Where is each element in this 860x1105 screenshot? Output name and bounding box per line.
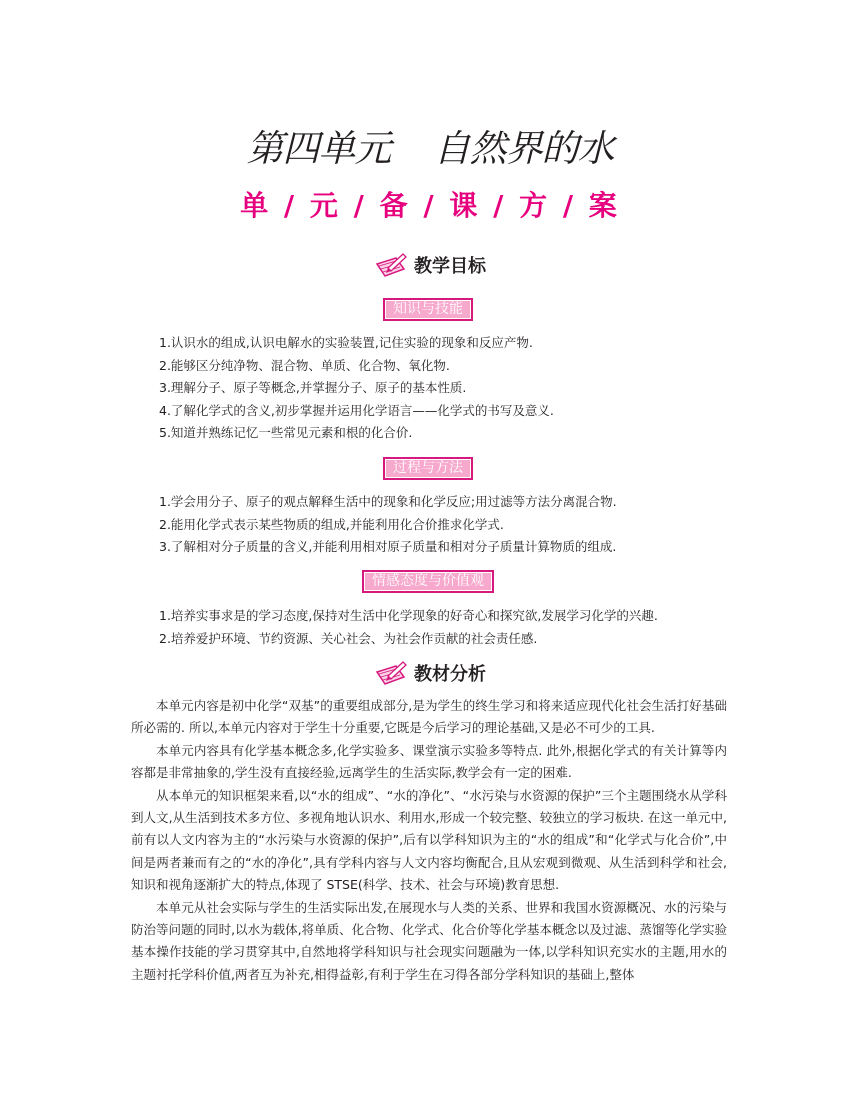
list-item: 2.培养爱护环境、节约资源、关心社会、为社会作贡献的社会责任感. bbox=[159, 630, 538, 646]
list-item: 1.认识水的组成,认识电解水的实验装置,记住实验的现象和反应产物. bbox=[159, 335, 533, 350]
tag-process-method: 过程与方法 bbox=[383, 457, 473, 480]
list-item: 1.学会用分子、原子的观点解释生活中的现象和化学反应;用过滤等方法分离混合物. bbox=[159, 494, 617, 509]
analysis-body bbox=[131, 695, 727, 986]
list-item: 3.了解相对分子质量的含义,并能利用相对原子质量和相对分子质量计算物质的组成. bbox=[159, 539, 617, 554]
section-heading-goals bbox=[0, 252, 860, 283]
paragraph: 本单元内容具有化学基本概念多,化学实验多、课堂演示实验多等特点. 此外,根据化学式的有关计算等内容都是非常抽象的,学生没有直接经验,远离学生的生活实际,教学会有一定的困难. bbox=[131, 742, 727, 781]
list-item: 5.知道并熟练记忆一些常见元素和根的化合价. bbox=[159, 425, 413, 440]
list-item: 2.能用化学式表示某些物质的组成,并能利用化合价推求化学式. bbox=[159, 516, 504, 532]
paragraph: 从本单元的知识框架来看,以“水的组成”、“水的净化”、“水污染与水资源的保护”三个主题围绕水从学科到人文,从生活到技术多方位、多视角地认识水、利用水,形成一个较完整、较独立的学习板块. 在这一单元中,前有以人文内容为主的“水污染与水资源的保护”,后有以学科知识为主的“水的组成”和“化学式与化合价”,中间是两者兼而有之的“水的净化”,具有学科内容与人文内容均衡配合,且从宏观到微观、从生活到科学和社会,知识和视角逐渐扩大的特点,体现了 STSE(科学、技术、社会与环境)教育思想. bbox=[131, 787, 727, 893]
pen-notebook-icon bbox=[374, 252, 408, 278]
paragraph: 本单元内容是初中化学“双基”的重要组成部分,是为学生的终生学习和将来适应现代化社会生活打好基础所必需的. 所以,本单元内容对于学生十分重要,它既是今后学习的理论基础,又是必不可少的工具. bbox=[131, 698, 727, 736]
section-heading-analysis bbox=[0, 660, 860, 691]
attitude-list bbox=[159, 605, 658, 650]
tag-attitude-values: 情感态度与价值观 bbox=[362, 570, 494, 593]
list-item: 2.能够区分纯净物、混合物、单质、化合物、氧化物. bbox=[159, 357, 450, 373]
process-list bbox=[159, 491, 617, 559]
page-title: 第四单元 自然界的水 bbox=[246, 127, 614, 170]
list-item: 1.培养实事求是的学习态度,保持对生活中化学现象的好奇心和探究欲,发展学习化学的兴趣. bbox=[159, 608, 658, 623]
knowledge-list bbox=[159, 332, 554, 445]
pen-notebook-icon bbox=[374, 660, 408, 686]
paragraph: 本单元从社会实际与学生的生活实际出发,在展现水与人类的关系、世界和我国水资源概况、水的污染与防治等问题的同时,以水为载体,将单质、化合物、化学式、化合价等化学基本概念以及过滤、蒸馏等化学实验基本操作技能的学习贯穿其中,自然地将学科知识与社会现实问题融为一体,以学科知识充实水的主题,用水的主题衬托学科价值,两者互为补充,相得益彰,有利于学生在习得各部分学科知识的基础上,整体 bbox=[131, 899, 727, 982]
section-heading-text: 教材分析 bbox=[414, 664, 486, 685]
page-subtitle: 单 / 元 / 备 / 课 / 方 / 案 bbox=[240, 189, 620, 222]
list-item: 3.理解分子、原子等概念,并掌握分子、原子的基本性质. bbox=[159, 380, 467, 395]
list-item: 4.了解化学式的含义,初步掌握并运用化学语言——化学式的书写及意义. bbox=[159, 402, 554, 418]
section-heading-text: 教学目标 bbox=[414, 256, 486, 277]
tag-knowledge-skills: 知识与技能 bbox=[383, 298, 473, 321]
